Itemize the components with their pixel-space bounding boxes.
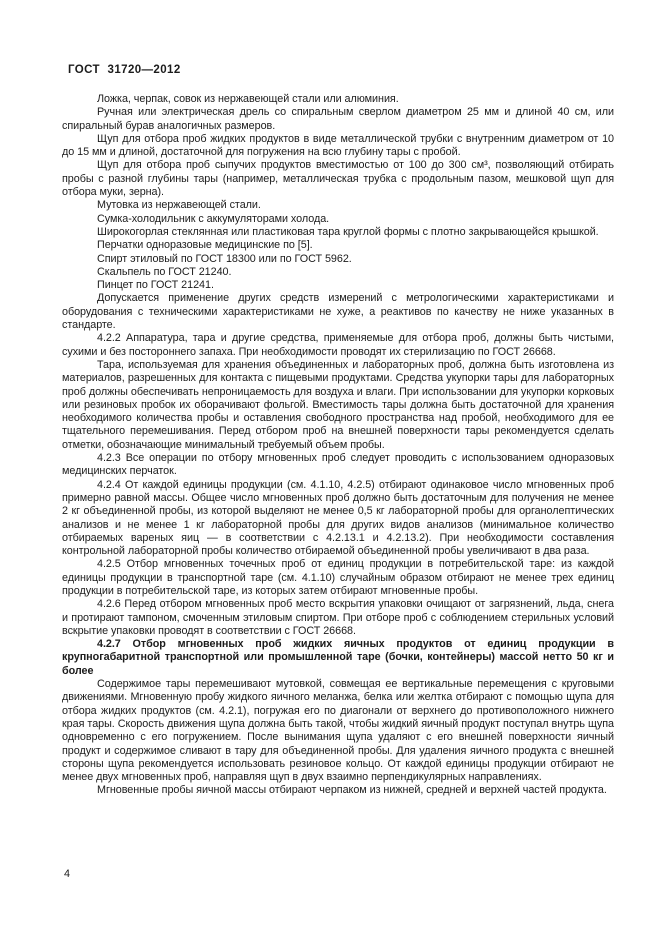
- section-heading: 4.2.7 Отбор мгновенных проб жидких яичных продуктов от единиц продукции в крупногабаритной транспортной или промышленной таре (бочки, контейнеры) массой нетто 50 кг и более: [62, 638, 614, 677]
- paragraph: Щуп для отбора проб жидких продуктов в виде металлической трубки с внутренним диаметром от 10 до 15 мм и длиной, достаточной для погружения на всю глубину тары с пробой.: [62, 132, 614, 159]
- paragraph: 4.2.4 От каждой единицы продукции (см. 4.1.10, 4.2.5) отбирают одинаковое число мгновенных проб примерно равной массы. Общее число мгновенных проб должно быть достаточным для получения не менее 2 кг объединенной пробы, из которой выделяют не менее 0,5 кг лабораторной пробы для органолептических анализов и не менее 1 кг лабораторной пробы для других видов анализов (минимальное количество отбираемых вареных яиц — в соответствии с 4.2.13.1 и 4.2.13.2). При необходимости составления контрольной лабораторной пробы количество отбираемой объединенной пробы увеличивают в два раза.: [62, 478, 614, 558]
- paragraph: Спирт этиловый по ГОСТ 18300 или по ГОСТ 5962.: [97, 252, 352, 265]
- document-body: [62, 93, 614, 798]
- paragraph: Тара, используемая для хранения объединенных и лабораторных проб, должна быть изготовлена из материалов, разрешенных для контакта с пищевыми продуктами. Средства укупорки тары для лабораторных проб должны обеспечивать непроницаемость для воздуха и влаги. При использовании для укупорки корковых или резиновых пробок их оборачивают фольгой. Вместимость тары должна быть достаточной для хранения необходимого количества пробы и оставления свободного пространства над пробой, необходимого для ее тщательного перемешивания. Перед отбором проб на внешней поверхности тары рекомендуется сделать отметки, обозначающие минимальный требуемый объем пробы.: [62, 358, 614, 451]
- page-number: 4: [64, 868, 71, 880]
- paragraph: 4.2.3 Все операции по отбору мгновенных проб следует проводить с использованием одноразовых медицинских перчаток.: [62, 452, 614, 478]
- paragraph: 4.2.5 Отбор мгновенных точечных проб от единиц продукции в потребительской таре: из каждой единицы продукции в транспортной таре (см. 4.1.10) случайным образом отбирают не менее трех единиц продукции в потребительской таре, из которых затем отбирают мгновенные пробы.: [62, 558, 614, 597]
- paragraph: Щуп для отбора проб сыпучих продуктов вместимостью от 100 до 300 см³, позволяющий отбирать пробы с разной глубины тары (например, металлическая трубка с продольным пазом, мешковой щуп для отбора муки, зерна).: [62, 159, 614, 199]
- paragraph: Допускается применение других средств измерений с метрологическими характеристиками и оборудования с техническими характеристиками не хуже, а реактивов по качеству не ниже указанных в стандарте.: [62, 292, 614, 332]
- document-header-gost-number: ГОСТ 31720—2012: [68, 64, 181, 76]
- paragraph: 4.2.2 Аппаратура, тара и другие средства, применяемые для отбора проб, должны быть чистыми, сухими и без постороннего запаха. При необходимости проводят их стерилизацию по ГОСТ 26668.: [62, 332, 614, 358]
- paragraph: Широкогорлая стеклянная или пластиковая тара круглой формы с плотно закрывающейся крышкой.: [97, 225, 599, 238]
- paragraph: Ложка, черпак, совок из нержавеющей стали или алюминия.: [97, 93, 399, 105]
- paragraph: Мгновенные пробы яичной массы отбирают черпаком из нижней, средней и верхней частей продукта.: [97, 784, 607, 797]
- paragraph: Пинцет по ГОСТ 21241.: [97, 279, 214, 292]
- paragraph: Мутовка из нержавеющей стали.: [97, 199, 261, 212]
- paragraph: Сумка-холодильник с аккумуляторами холода.: [97, 212, 330, 225]
- paragraph: Содержимое тары перемешивают мутовкой, совмещая ее вертикальные перемещения с круговыми движениями. Мгновенную пробу жидкого яичного меланжа, белка или желтка отбирают с помощью щупа для отбора жидких продуктов (см. 4.2.1), погружая его по диагонали от верхнего до противоположного нижнего края тары. Скорость движения щупа должна быть такой, чтобы жидкий яичный продукт поступал внутрь щупа одновременно с его погружением. После вынимания щупа удаляют с его внешней поверхности яичный продукт и содержимое сливают в тару для объединенной пробы. Для удаления яичного продукта с внешней стороны щупа рекомендуется использовать резиновое кольцо. От каждой единицы продукции отбирают не менее двух мгновенных проб, направляя щуп в двух взаимно перпендикулярных направлениях.: [62, 678, 614, 784]
- paragraph: 4.2.6 Перед отбором мгновенных проб место вскрытия упаковки очищают от загрязнений, льда, снега и протирают тампоном, смоченным этиловым спиртом. При отборе проб с соблюдением стерильных условий вскрытие упаковки проводят в соответствии с ГОСТ 26668.: [62, 598, 614, 637]
- paragraph: Ручная или электрическая дрель со спиральным сверлом диаметром 25 мм и длиной 40 см, или спиральный бурав аналогичных размеров.: [62, 106, 614, 132]
- paragraph: Скальпель по ГОСТ 21240.: [97, 265, 232, 278]
- paragraph: Перчатки одноразовые медицинские по [5].: [97, 239, 313, 252]
